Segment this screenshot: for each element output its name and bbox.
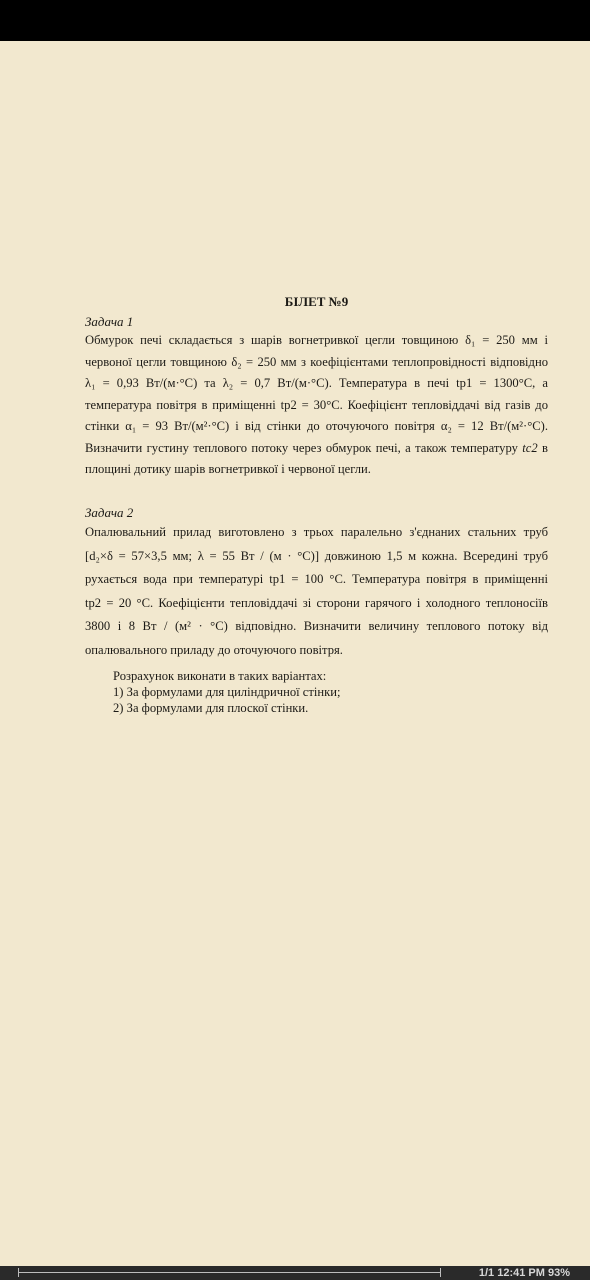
task-1-label: Задача 1 xyxy=(85,314,134,330)
task-2-text xyxy=(85,521,548,662)
formula-lambda1: λ₁ = 0,93 Вт/(м·°С) xyxy=(85,376,198,391)
task-1 xyxy=(85,314,548,481)
text-run: довжиною 1,5 м кожна. Всередині труб рухається вода при температурі xyxy=(85,548,548,587)
text-run: і від стінки до оточуючого повітря xyxy=(229,419,441,434)
progress-end-tick xyxy=(440,1268,441,1277)
page-indicator: 1/1 xyxy=(478,1267,495,1279)
text-run: з коефіцієнтами теплопровідності відповідно xyxy=(296,354,548,369)
calculation-note xyxy=(113,668,548,716)
text-run: відповідно. Визначити величину теплового потоку від опалювального приладу до оточуючого повітря. xyxy=(85,619,548,657)
task-1-text xyxy=(85,330,548,481)
variant-1: 1) За формулами для циліндричної стінки; xyxy=(113,685,341,700)
task-2-label: Задача 2 xyxy=(85,504,134,520)
text-run: . Температура повітря в приміщенні xyxy=(342,572,548,587)
ticket-title: БІЛЕТ №9 xyxy=(284,294,349,309)
formula-tp1: tр1 = 100 °С xyxy=(269,572,343,587)
document-page xyxy=(85,292,548,716)
formula-alpha1: α₁ = 93 Вт/(м²·°С) xyxy=(125,419,230,434)
text-run: . Визначити густину теплового потоку через обмурок печі, а також температуру xyxy=(85,419,549,455)
battery-level: 93% xyxy=(547,1267,570,1279)
text-run: , а температура повітря в приміщенні xyxy=(85,376,548,412)
formula-delta1: δ₁ = 250 мм xyxy=(465,333,538,348)
task-2 xyxy=(85,505,548,716)
formula-delta2: δ₂ = 250 мм xyxy=(231,354,297,369)
formula-alpha2: α₂ = 12 Вт/(м²·°С) xyxy=(440,419,545,434)
formula-tc2: tс2 xyxy=(522,440,538,455)
formula-tp1: tр1 = 1300°С xyxy=(456,376,533,391)
page-progress-slider[interactable] xyxy=(18,1272,440,1273)
text-run: . Коефіцієнт тепловіддачі від газів до стінки xyxy=(85,397,548,434)
formula-lambda2: λ₂ = 0,7 Вт/(м·°С) xyxy=(222,376,329,391)
text-run: . Температура в печі xyxy=(328,376,457,391)
formula-unit: Вт / (м² · °С) xyxy=(142,619,228,634)
variant-2: 2) За формулами для плоскої стінки. xyxy=(113,701,309,716)
text-run: та xyxy=(197,376,223,391)
text-run: Опалювальний прилад виготовлено з трьох паралельно з'єднаних стальних труб xyxy=(85,525,548,540)
text-run: в площині дотику шарів вогнетривкої і червоної цегли. xyxy=(85,440,548,477)
formula-pipe: [d₂×δ = 57×3,5 мм; λ = 55 Вт / (м · °С)] xyxy=(85,548,320,563)
status-readout xyxy=(479,1266,570,1280)
clock: 12:41 PM xyxy=(497,1267,545,1279)
text-run: Обмурок печі складається з шарів вогнетривкої цегли товщиною xyxy=(85,333,466,348)
formula-tp2: tр2 = 20 °С xyxy=(85,595,150,610)
text-run: . Коефіцієнти тепловіддачі зі сторони гарячого і холодного теплоносіїв 3800 і 8 xyxy=(85,595,548,634)
reader-status-bar xyxy=(0,1266,590,1280)
text-run: і червоної цегли товщиною xyxy=(85,333,549,369)
formula-tp2: tр2 = 30°С xyxy=(280,397,340,412)
note-intro: Розрахунок виконати в таких варіантах: xyxy=(113,669,327,684)
top-system-bar xyxy=(0,0,590,41)
